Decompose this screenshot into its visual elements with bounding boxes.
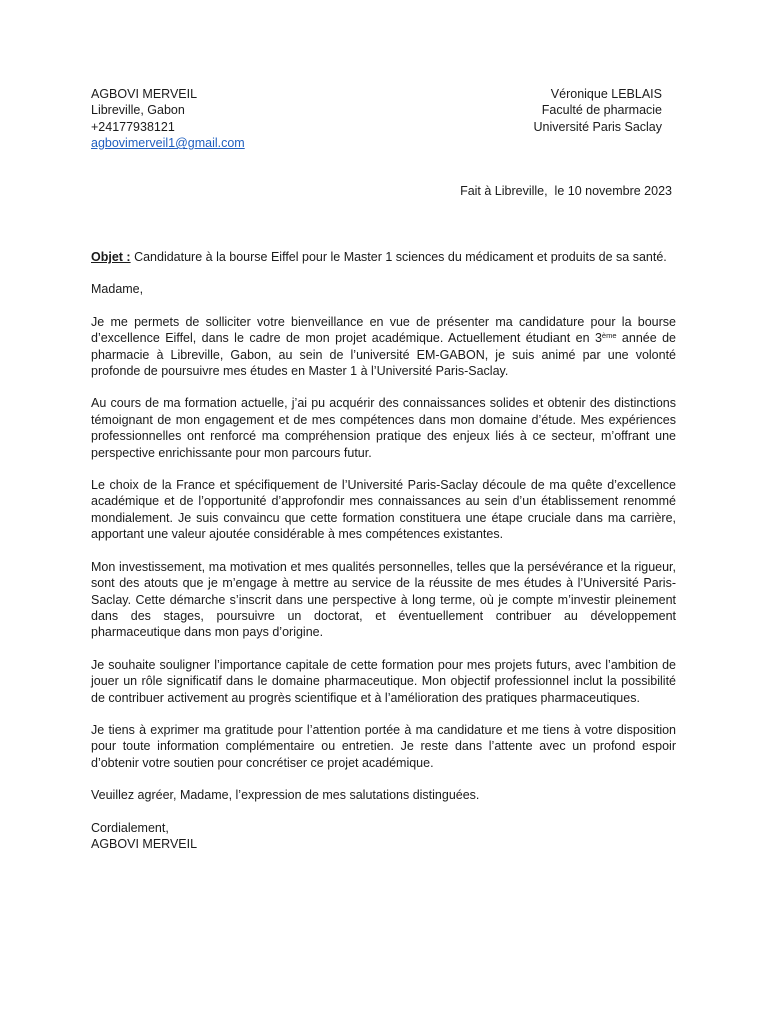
paragraph-formation: Au cours de ma formation actuelle, j’ai pu acquérir des connaissances solides et obtenir des distinctions témoignant de mon engagement et de mes compétences dans mon domaine d’étude. Mes expériences professionnelles ont renforcé ma compréhension pratique des enjeux liés à ce secteur, m’offrant une perspective enrichissante pour mon parcours futur. — [91, 396, 676, 460]
paragraph-investment: Mon investissement, ma motivation et mes qualités personnelles, telles que la persévérance et la rigueur, sont des atouts que je m’engage à mettre au service de la réussite de mes études à l’Université Paris-Saclay. Cette démarche s’inscrit dans une perspective à long terme, où je compte m’investir pleinement dans des stages, poursuivre un doctorat, et éventuellement contribuer au développement pharmaceutique dans mon pays d’origine. — [91, 559, 676, 640]
paragraph-ambition: Je souhaite souligner l’importance capitale de cette formation pour mes projets futurs, avec l’ambition de jouer un rôle significatif dans le domaine pharmaceutique. Mon objectif professionnel inclut la possibilité de contribuer activement au progrès scientifique et à l’amélioration des pratiques pharmaceutiques. — [91, 657, 676, 705]
subject-text: Candidature à la bourse Eiffel pour le Master 1 sciences du médicament et produits de sa santé. — [130, 250, 667, 264]
letter-body — [91, 249, 676, 852]
sender-name: AGBOVI MERVEIL — [91, 87, 198, 101]
sender-phone: +24177938121 — [91, 119, 175, 134]
paragraph-gratitude: Je tiens à exprimer ma gratitude pour l’attention portée à ma candidature et me tiens à votre disposition pour toute information complémentaire ou entretien. Je reste dans l’attente avec un profond espoir d’obtenir votre soutien pour concrétiser ce projet académique. — [91, 722, 676, 770]
recipient-faculty: Faculté de pharmacie — [541, 103, 662, 118]
recipient-block — [533, 86, 662, 135]
paragraph-choice: Le choix de la France et spécifiquement de l’Université Paris-Saclay découle de ma quête d’excellence académique et de l’opportunité d’approfondir mes connaissances au sein d’un établissement renommé mondialement. Je suis convaincu que cette formation constituera une étape cruciale dans ma carrière, apportant une valeur ajoutée considérable à mes compétences existantes. — [91, 478, 676, 542]
salutation: Madame, — [91, 282, 144, 297]
paragraph-intro — [91, 314, 676, 380]
sender-block — [91, 86, 245, 152]
recipient-university: Université Paris Saclay — [533, 119, 662, 134]
signature-block — [91, 820, 676, 853]
subject-label: Objet : — [91, 250, 131, 264]
sender-email-link[interactable]: agbovimerveil1@gmail.com — [91, 136, 245, 151]
sender-city: Libreville, Gabon — [91, 103, 185, 118]
paragraph-intro-part2: année de pharmacie à Libreville, Gabon, au sein de l’université EM-GABON, je suis animé par une volonté profonde de poursuivre mes études en Master 1 à l’Université Paris-Saclay. — [91, 331, 676, 379]
subject-line — [91, 249, 676, 265]
recipient-name: Véronique LEBLAIS — [550, 87, 662, 101]
date-line: Fait à Libreville, le 10 novembre 2023 — [460, 184, 672, 198]
signature-name: AGBOVI MERVEIL — [91, 836, 198, 851]
closing-formula: Veuillez agréer, Madame, l’expression de mes salutations distinguées. — [91, 788, 480, 803]
ordinal-superscript: ème — [601, 331, 617, 341]
paragraph-intro-part1: Je me permets de solliciter votre bienveillance en vue de présenter ma candidature pour la bourse d’excellence Eiffel, dans le cadre de mon projet académique. Actuellement étudiant en 3 — [91, 314, 676, 346]
sign-off: Cordialement, — [91, 820, 169, 835]
